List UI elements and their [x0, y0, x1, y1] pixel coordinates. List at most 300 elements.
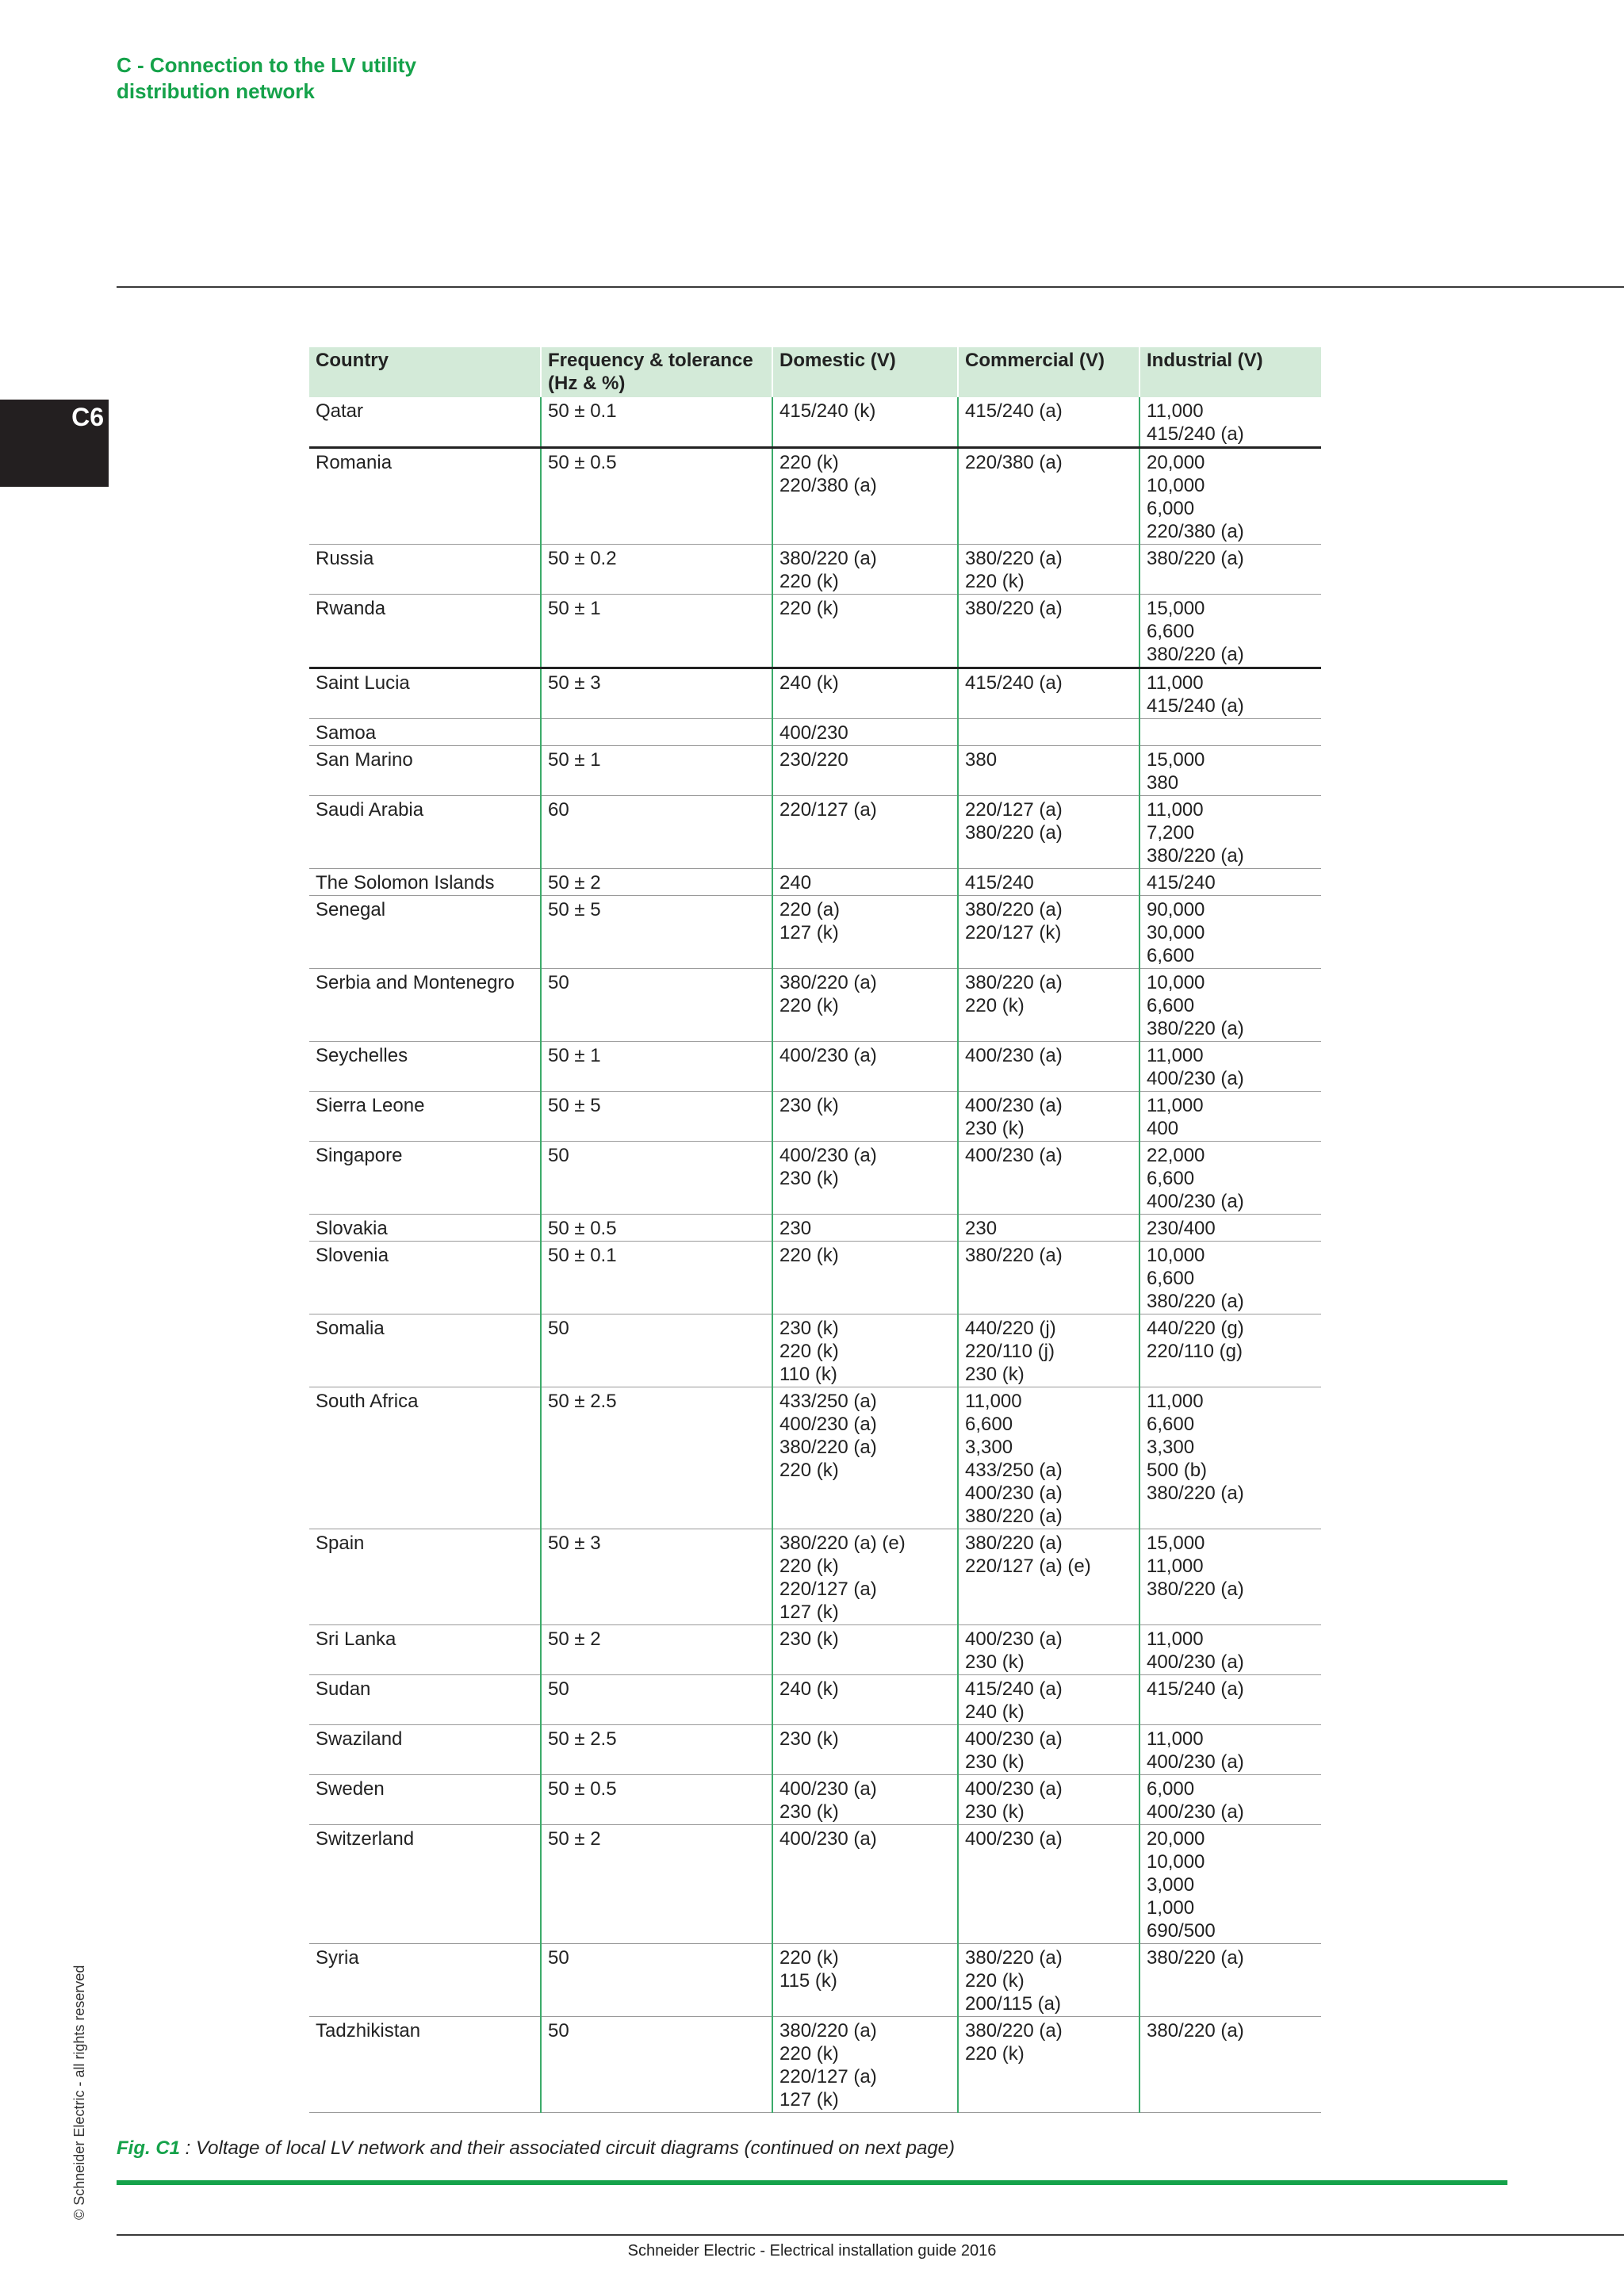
cell-domestic-line: 240 (k)	[779, 1678, 839, 1700]
cell-industrial-line: 400/230 (a)	[1147, 1751, 1244, 1773]
table-row	[309, 1242, 1321, 1314]
cell-commercial-line: 220 (k)	[965, 1970, 1025, 1992]
table-body	[309, 397, 1321, 2113]
cell-country: Singapore	[309, 1142, 541, 1215]
cell-frequency	[541, 719, 772, 746]
cell-commercial-line: 380/220 (a)	[965, 1245, 1063, 1266]
cell-frequency: 50 ± 0.5	[541, 448, 772, 545]
cell-commercial	[958, 595, 1139, 668]
cell-industrial-line: 15,000	[1147, 749, 1205, 771]
column-header-domestic: Domestic (V)	[772, 347, 958, 397]
cell-industrial-line: 30,000	[1147, 922, 1205, 943]
page-tab: C6	[0, 400, 109, 487]
cell-domestic-line: 230 (k)	[779, 1168, 839, 1189]
cell-commercial-line: 400/230 (a)	[965, 1628, 1063, 1650]
table-row	[309, 1215, 1321, 1242]
cell-commercial-line: 380/220 (a)	[965, 899, 1063, 920]
cell-industrial	[1139, 1675, 1321, 1725]
cell-industrial-line: 11,000	[1147, 672, 1204, 694]
cell-industrial-line: 6,000	[1147, 498, 1195, 519]
cell-commercial-line: 415/240 (a)	[965, 400, 1063, 422]
cell-industrial-line: 7,200	[1147, 822, 1195, 844]
cell-commercial	[958, 1625, 1139, 1675]
table-row	[309, 448, 1321, 545]
cell-commercial-line: 230 (k)	[965, 1801, 1025, 1823]
cell-commercial-line: 200/115 (a)	[965, 1993, 1061, 2015]
cell-commercial	[958, 1142, 1139, 1215]
table-row	[309, 1092, 1321, 1142]
cell-commercial-line: 380/220 (a)	[965, 822, 1063, 844]
table-row	[309, 1042, 1321, 1092]
cell-industrial-line: 415/240 (a)	[1147, 1678, 1244, 1700]
caption-divider	[117, 2180, 1507, 2185]
cell-industrial-line: 10,000	[1147, 1245, 1205, 1266]
cell-domestic	[772, 1529, 958, 1625]
cell-country: Saudi Arabia	[309, 796, 541, 869]
cell-commercial-line: 415/240 (a)	[965, 1678, 1063, 1700]
cell-industrial	[1139, 1625, 1321, 1675]
cell-industrial-line: 11,000	[1147, 1628, 1204, 1650]
cell-commercial-line: 230 (k)	[965, 1364, 1025, 1385]
cell-frequency: 50	[541, 969, 772, 1042]
cell-industrial-line: 380/220 (a)	[1147, 845, 1244, 867]
cell-domestic	[772, 397, 958, 448]
cell-domestic-line: 220/127 (a)	[779, 1578, 877, 1600]
cell-industrial	[1139, 1215, 1321, 1242]
cell-industrial-line: 11,000	[1147, 799, 1204, 821]
cell-country: Samoa	[309, 719, 541, 746]
cell-domestic	[772, 1092, 958, 1142]
cell-country: Slovenia	[309, 1242, 541, 1314]
cell-industrial-line: 20,000	[1147, 452, 1205, 473]
cell-domestic-line: 400/230 (a)	[779, 1045, 877, 1066]
table-row	[309, 1529, 1321, 1625]
cell-country: Somalia	[309, 1314, 541, 1387]
cell-domestic	[772, 719, 958, 746]
cell-country: Rwanda	[309, 595, 541, 668]
cell-domestic-line: 220 (k)	[779, 2043, 839, 2064]
cell-commercial-line: 6,600	[965, 1414, 1013, 1435]
cell-domestic-line: 230 (k)	[779, 1628, 839, 1650]
cell-domestic-line: 220 (k)	[779, 452, 839, 473]
cell-commercial-line: 400/230 (a)	[965, 1145, 1063, 1166]
cell-domestic	[772, 448, 958, 545]
cell-commercial	[958, 896, 1139, 969]
cell-industrial-line: 90,000	[1147, 899, 1205, 920]
cell-domestic	[772, 1242, 958, 1314]
cell-commercial-line: 220 (k)	[965, 995, 1025, 1016]
cell-domestic	[772, 595, 958, 668]
column-header-industrial: Industrial (V)	[1139, 347, 1321, 397]
cell-frequency: 50	[541, 1142, 772, 1215]
cell-industrial-line: 500 (b)	[1147, 1460, 1208, 1481]
cell-frequency: 50 ± 5	[541, 896, 772, 969]
cell-domestic-line: 380/220 (a)	[779, 548, 877, 569]
cell-industrial-line: 15,000	[1147, 598, 1205, 619]
cell-domestic	[772, 1775, 958, 1825]
copyright-notice: © Schneider Electric - all rights reserved	[71, 1965, 87, 2220]
cell-domestic-line: 127 (k)	[779, 922, 839, 943]
cell-domestic-line: 230 (k)	[779, 1318, 839, 1339]
cell-domestic-line: 380/220 (a)	[779, 972, 877, 993]
cell-industrial	[1139, 595, 1321, 668]
cell-commercial-line: 400/230 (a)	[965, 1728, 1063, 1750]
cell-industrial	[1139, 1242, 1321, 1314]
cell-industrial	[1139, 1725, 1321, 1775]
cell-country: Russia	[309, 545, 541, 595]
cell-commercial	[958, 1092, 1139, 1142]
cell-commercial-line: 380/220 (a)	[965, 2020, 1063, 2042]
cell-industrial	[1139, 969, 1321, 1042]
cell-domestic-line: 220 (k)	[779, 571, 839, 592]
cell-industrial-line: 400	[1147, 1118, 1179, 1139]
cell-industrial-line: 380/220 (a)	[1147, 1578, 1244, 1600]
cell-industrial	[1139, 2017, 1321, 2113]
table-row	[309, 1725, 1321, 1775]
cell-industrial-line: 6,600	[1147, 621, 1195, 642]
chapter-title-line-1: C - Connection to the LV utility	[117, 53, 416, 77]
cell-domestic-line: 220 (k)	[779, 1556, 839, 1577]
table-row	[309, 719, 1321, 746]
table-row	[309, 1314, 1321, 1387]
cell-industrial-line: 11,000	[1147, 1095, 1204, 1116]
cell-commercial-line: 220/127 (k)	[965, 922, 1062, 943]
cell-commercial	[958, 1775, 1139, 1825]
cell-frequency: 50	[541, 2017, 772, 2113]
cell-industrial-line: 400/230 (a)	[1147, 1191, 1244, 1212]
cell-commercial	[958, 1387, 1139, 1529]
cell-industrial-line: 220/110 (g)	[1147, 1341, 1243, 1362]
cell-industrial-line: 11,000	[1147, 1045, 1204, 1066]
table-row	[309, 668, 1321, 719]
cell-commercial	[958, 1314, 1139, 1387]
cell-domestic-line: 380/220 (a) (e)	[779, 1533, 906, 1554]
cell-commercial-line: 440/220 (j)	[965, 1318, 1056, 1339]
cell-domestic-line: 127 (k)	[779, 1601, 839, 1623]
cell-domestic-line: 400/230 (a)	[779, 1828, 877, 1850]
cell-industrial-line: 22,000	[1147, 1145, 1205, 1166]
cell-commercial	[958, 545, 1139, 595]
cell-domestic	[772, 1142, 958, 1215]
cell-industrial-line: 230/400	[1147, 1218, 1216, 1239]
cell-industrial	[1139, 796, 1321, 869]
cell-commercial-line: 380/220 (a)	[965, 1533, 1063, 1554]
cell-industrial-line: 400/230 (a)	[1147, 1651, 1244, 1673]
cell-country: San Marino	[309, 746, 541, 796]
cell-frequency: 50 ± 2	[541, 1825, 772, 1944]
cell-commercial-line: 400/230 (a)	[965, 1828, 1063, 1850]
cell-industrial-line: 380/220 (a)	[1147, 1291, 1244, 1312]
cell-industrial-line: 6,600	[1147, 1268, 1195, 1289]
cell-industrial-line: 380/220 (a)	[1147, 1947, 1244, 1969]
cell-industrial	[1139, 448, 1321, 545]
cell-domestic-line: 380/220 (a)	[779, 2020, 877, 2042]
cell-domestic-line: 220 (k)	[779, 1460, 839, 1481]
cell-frequency: 50 ± 3	[541, 668, 772, 719]
cell-commercial-line: 380	[965, 749, 998, 771]
cell-industrial-line: 380/220 (a)	[1147, 1018, 1244, 1039]
cell-commercial-line: 220/380 (a)	[965, 452, 1063, 473]
cell-frequency: 50 ± 2.5	[541, 1725, 772, 1775]
cell-industrial-line: 220/380 (a)	[1147, 521, 1244, 542]
cell-domestic	[772, 545, 958, 595]
cell-commercial	[958, 2017, 1139, 2113]
cell-domestic-line: 220 (k)	[779, 1947, 839, 1969]
cell-frequency: 50 ± 3	[541, 1529, 772, 1625]
cell-domestic	[772, 969, 958, 1042]
cell-commercial	[958, 1529, 1139, 1625]
cell-industrial-line: 400/230 (a)	[1147, 1068, 1244, 1089]
cell-domestic-line: 433/250 (a)	[779, 1391, 877, 1412]
table-header	[309, 347, 1321, 397]
cell-frequency: 50 ± 2	[541, 1625, 772, 1675]
cell-industrial-line: 380/220 (a)	[1147, 644, 1244, 665]
cell-commercial	[958, 869, 1139, 896]
cell-commercial	[958, 1825, 1139, 1944]
cell-commercial-line: 415/240	[965, 872, 1034, 894]
cell-industrial-line: 6,600	[1147, 1168, 1195, 1189]
table-row	[309, 397, 1321, 448]
cell-industrial-line: 1,000	[1147, 1897, 1195, 1919]
cell-commercial	[958, 1215, 1139, 1242]
cell-commercial-line: 230	[965, 1218, 998, 1239]
footer-divider	[117, 2234, 1624, 2236]
cell-industrial-line: 415/240 (a)	[1147, 423, 1244, 445]
cell-commercial	[958, 746, 1139, 796]
cell-commercial-line: 220 (k)	[965, 2043, 1025, 2064]
cell-domestic-line: 400/230 (a)	[779, 1778, 877, 1800]
cell-industrial	[1139, 1387, 1321, 1529]
cell-industrial-line: 6,600	[1147, 1414, 1195, 1435]
cell-domestic	[772, 1944, 958, 2017]
cell-domestic-line: 127 (k)	[779, 2089, 839, 2110]
cell-country: Serbia and Montenegro	[309, 969, 541, 1042]
cell-commercial	[958, 1242, 1139, 1314]
cell-commercial	[958, 719, 1139, 746]
cell-industrial-line: 3,300	[1147, 1437, 1195, 1458]
cell-commercial-line: 240 (k)	[965, 1701, 1025, 1723]
cell-industrial-line: 20,000	[1147, 1828, 1205, 1850]
cell-industrial-line: 11,000	[1147, 1728, 1204, 1750]
cell-commercial	[958, 1725, 1139, 1775]
cell-domestic-line: 230	[779, 1218, 812, 1239]
cell-commercial-line: 230 (k)	[965, 1651, 1025, 1673]
table-row	[309, 1675, 1321, 1725]
table-row	[309, 545, 1321, 595]
cell-industrial-line: 6,000	[1147, 1778, 1195, 1800]
cell-commercial-line: 380/220 (a)	[965, 598, 1063, 619]
cell-commercial	[958, 796, 1139, 869]
figure-caption-text: : Voltage of local LV network and their associated circuit diagrams (continued on next page)	[180, 2137, 956, 2159]
cell-industrial	[1139, 668, 1321, 719]
cell-country: Spain	[309, 1529, 541, 1625]
cell-domestic-line: 400/230 (a)	[779, 1145, 877, 1166]
cell-country: Sweden	[309, 1775, 541, 1825]
cell-domestic	[772, 746, 958, 796]
cell-commercial-line: 400/230 (a)	[965, 1045, 1063, 1066]
cell-country: Seychelles	[309, 1042, 541, 1092]
cell-domestic-line: 220/380 (a)	[779, 475, 877, 496]
cell-frequency: 60	[541, 796, 772, 869]
cell-industrial	[1139, 1825, 1321, 1944]
cell-commercial-line: 380/220 (a)	[965, 1947, 1063, 1969]
cell-domestic-line: 220 (k)	[779, 598, 839, 619]
cell-domestic-line: 230 (k)	[779, 1728, 839, 1750]
cell-commercial-line: 400/230 (a)	[965, 1483, 1063, 1504]
cell-commercial-line: 220/110 (j)	[965, 1341, 1055, 1362]
cell-industrial-line: 10,000	[1147, 475, 1205, 496]
cell-domestic	[772, 2017, 958, 2113]
cell-commercial-line: 220/127 (a) (e)	[965, 1556, 1091, 1577]
cell-domestic-line: 240	[779, 872, 812, 894]
cell-domestic-line: 400/230	[779, 722, 848, 744]
cell-country: Sierra Leone	[309, 1092, 541, 1142]
cell-frequency: 50 ± 2	[541, 869, 772, 896]
cell-commercial-line: 415/240 (a)	[965, 672, 1063, 694]
cell-industrial-line: 380/220 (a)	[1147, 2020, 1244, 2042]
cell-domestic	[772, 1675, 958, 1725]
column-header-commercial: Commercial (V)	[958, 347, 1139, 397]
cell-domestic	[772, 668, 958, 719]
cell-commercial-line: 230 (k)	[965, 1118, 1025, 1139]
cell-country: The Solomon Islands	[309, 869, 541, 896]
cell-industrial	[1139, 1092, 1321, 1142]
cell-domestic	[772, 796, 958, 869]
cell-frequency: 50 ± 0.5	[541, 1775, 772, 1825]
cell-frequency: 50 ± 2.5	[541, 1387, 772, 1529]
cell-commercial	[958, 1675, 1139, 1725]
cell-industrial-line: 11,000	[1147, 400, 1204, 422]
cell-country: Saint Lucia	[309, 668, 541, 719]
cell-country: South Africa	[309, 1387, 541, 1529]
cell-industrial-line: 10,000	[1147, 972, 1205, 993]
cell-industrial	[1139, 1142, 1321, 1215]
cell-domestic-line: 400/230 (a)	[779, 1414, 877, 1435]
cell-industrial-line: 10,000	[1147, 1851, 1205, 1873]
cell-domestic-line: 230 (k)	[779, 1095, 839, 1116]
table-row	[309, 1625, 1321, 1675]
cell-industrial	[1139, 719, 1321, 746]
cell-commercial-line: 3,300	[965, 1437, 1013, 1458]
cell-country: Senegal	[309, 896, 541, 969]
cell-industrial	[1139, 1042, 1321, 1092]
cell-industrial-line: 380/220 (a)	[1147, 1483, 1244, 1504]
cell-commercial	[958, 969, 1139, 1042]
cell-industrial-line: 400/230 (a)	[1147, 1801, 1244, 1823]
cell-domestic	[772, 1042, 958, 1092]
cell-commercial-line: 220/127 (a)	[965, 799, 1063, 821]
cell-commercial	[958, 1042, 1139, 1092]
table-row	[309, 1387, 1321, 1529]
cell-frequency: 50 ± 1	[541, 595, 772, 668]
cell-domestic	[772, 896, 958, 969]
cell-industrial	[1139, 397, 1321, 448]
cell-country: Swaziland	[309, 1725, 541, 1775]
table-row	[309, 796, 1321, 869]
cell-frequency: 50 ± 1	[541, 746, 772, 796]
top-divider	[117, 286, 1624, 288]
figure-caption	[117, 2137, 955, 2160]
cell-frequency: 50 ± 0.1	[541, 1242, 772, 1314]
cell-frequency: 50 ± 5	[541, 1092, 772, 1142]
table-row	[309, 1142, 1321, 1215]
cell-frequency: 50 ± 0.2	[541, 545, 772, 595]
cell-domestic-line: 220/127 (a)	[779, 2066, 877, 2087]
cell-commercial	[958, 397, 1139, 448]
table-row	[309, 896, 1321, 969]
table-row	[309, 1825, 1321, 1944]
cell-industrial	[1139, 869, 1321, 896]
column-header-country: Country	[309, 347, 541, 397]
table-row	[309, 595, 1321, 668]
cell-domestic-line: 115 (k)	[779, 1970, 837, 1992]
cell-country: Sri Lanka	[309, 1625, 541, 1675]
cell-industrial-line: 11,000	[1147, 1391, 1204, 1412]
cell-industrial	[1139, 896, 1321, 969]
cell-domestic-line: 220/127 (a)	[779, 799, 877, 821]
cell-frequency: 50	[541, 1944, 772, 2017]
cell-domestic	[772, 1387, 958, 1529]
cell-domestic-line: 220 (k)	[779, 1245, 839, 1266]
voltage-table	[309, 347, 1321, 2113]
cell-domestic	[772, 1725, 958, 1775]
cell-domestic-line: 220 (a)	[779, 899, 841, 920]
cell-commercial	[958, 668, 1139, 719]
cell-country: Romania	[309, 448, 541, 545]
cell-industrial	[1139, 1944, 1321, 2017]
cell-domestic-line: 230 (k)	[779, 1801, 839, 1823]
page-footer: Schneider Electric - Electrical installation guide 2016	[627, 2242, 997, 2260]
cell-industrial-line: 6,600	[1147, 945, 1195, 966]
table-row	[309, 869, 1321, 896]
cell-industrial-line: 690/500	[1147, 1920, 1216, 1942]
cell-country: Slovakia	[309, 1215, 541, 1242]
cell-domestic	[772, 1215, 958, 1242]
cell-industrial-line: 15,000	[1147, 1533, 1205, 1554]
cell-domestic	[772, 1825, 958, 1944]
cell-commercial-line: 11,000	[965, 1391, 1022, 1412]
cell-domestic-line: 110 (k)	[779, 1364, 837, 1385]
cell-industrial	[1139, 1775, 1321, 1825]
table-header-row	[309, 347, 1321, 397]
table-row	[309, 969, 1321, 1042]
cell-frequency: 50 ± 1	[541, 1042, 772, 1092]
cell-industrial-line: 3,000	[1147, 1874, 1195, 1896]
cell-country: Syria	[309, 1944, 541, 2017]
cell-commercial-line: 230 (k)	[965, 1751, 1025, 1773]
table-row	[309, 2017, 1321, 2113]
cell-domestic-line: 220 (k)	[779, 1341, 839, 1362]
cell-domestic-line: 240 (k)	[779, 672, 839, 694]
cell-domestic-line: 415/240 (k)	[779, 400, 876, 422]
cell-domestic	[772, 869, 958, 896]
cell-commercial-line: 380/220 (a)	[965, 1506, 1063, 1527]
column-header-frequency: Frequency & tolerance (Hz & %)	[541, 347, 772, 397]
cell-country: Sudan	[309, 1675, 541, 1725]
cell-domestic-line: 220 (k)	[779, 995, 839, 1016]
cell-frequency: 50 ± 0.1	[541, 397, 772, 448]
cell-commercial	[958, 448, 1139, 545]
cell-industrial-line: 380	[1147, 772, 1179, 794]
cell-industrial	[1139, 746, 1321, 796]
cell-industrial-line: 11,000	[1147, 1556, 1204, 1577]
cell-industrial-line: 440/220 (g)	[1147, 1318, 1244, 1339]
cell-industrial-line: 6,600	[1147, 995, 1195, 1016]
chapter-title-line-2: distribution network	[117, 79, 315, 103]
cell-frequency: 50 ± 0.5	[541, 1215, 772, 1242]
cell-commercial-line: 220 (k)	[965, 571, 1025, 592]
table-row	[309, 1944, 1321, 2017]
